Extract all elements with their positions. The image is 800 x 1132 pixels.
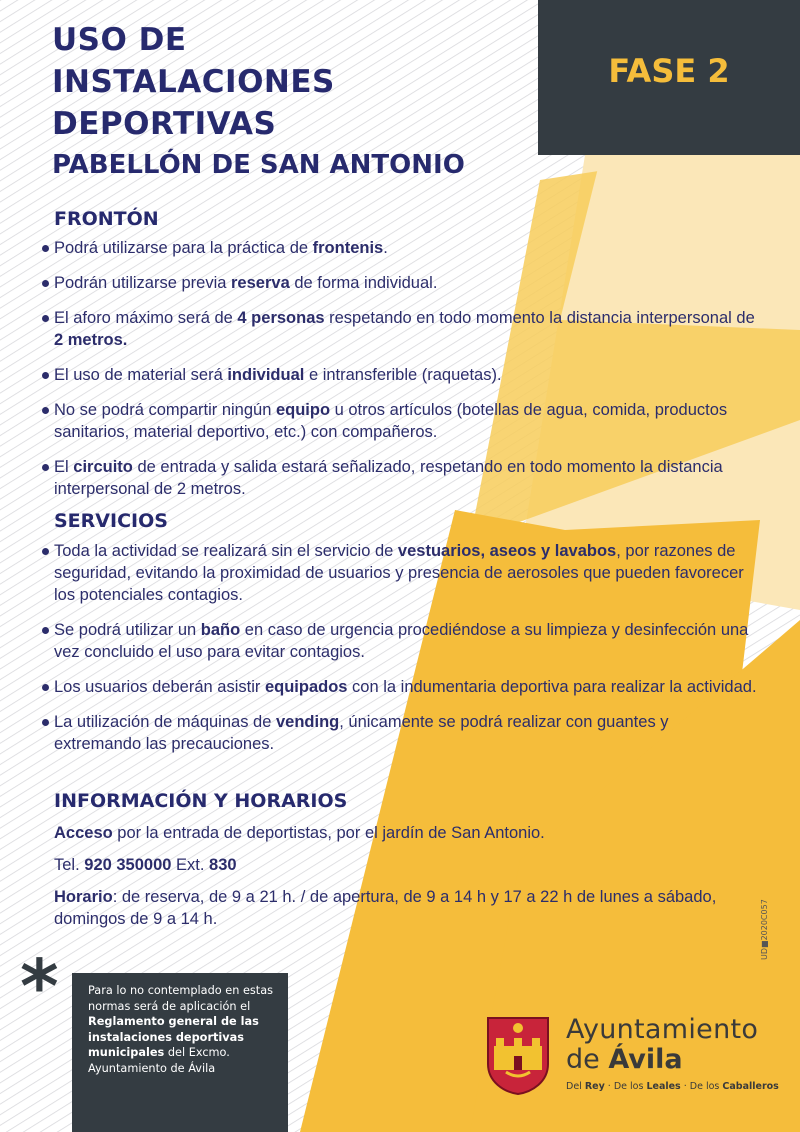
list-item: Podrá utilizarse para la práctica de frontenis. bbox=[40, 237, 760, 259]
section-heading-fronton: FRONTÓN bbox=[54, 208, 159, 230]
bullet-icon bbox=[42, 245, 49, 252]
bullet-icon bbox=[42, 719, 49, 726]
list-item: Podrán utilizarse previa reserva de forma individual. bbox=[40, 272, 760, 294]
list-item: Se podrá utilizar un baño en caso de urgencia procediéndose a su limpieza y desinfección una vez concluido el uso para evitar contagios. bbox=[40, 619, 760, 663]
list-item: El uso de material será individual e intransferible (raquetas). bbox=[40, 364, 760, 386]
bullet-icon bbox=[42, 627, 49, 634]
info-phone: Tel. 920 350000 Ext. 830 bbox=[54, 856, 237, 874]
logo-name-line1: Ayuntamiento bbox=[566, 1014, 759, 1045]
fronton-list bbox=[40, 237, 760, 513]
avila-coat-of-arms-icon bbox=[486, 1016, 550, 1096]
note-box bbox=[72, 973, 288, 1132]
bullet-icon bbox=[42, 407, 49, 414]
subtitle: PABELLÓN DE SAN ANTONIO bbox=[52, 150, 465, 180]
logo-motto: Del Rey · De los Leales · De los Caballeros bbox=[566, 1081, 779, 1092]
bullet-icon bbox=[42, 372, 49, 379]
list-item: Toda la actividad se realizará sin el servicio de vestuarios, aseos y lavabos, por razones de seguridad, evitando la proximidad de usuarios y presencia de aerosoles que pueden favorecer los potenciales contagios. bbox=[40, 540, 760, 606]
logo-name-line2: de Ávila bbox=[566, 1044, 683, 1075]
bullet-icon bbox=[42, 280, 49, 287]
section-heading-servicios: SERVICIOS bbox=[54, 510, 168, 532]
bullet-icon bbox=[42, 464, 49, 471]
servicios-list bbox=[40, 540, 760, 768]
phase-label: FASE 2 bbox=[608, 52, 730, 90]
bullet-icon bbox=[42, 684, 49, 691]
phase-box bbox=[538, 0, 800, 155]
info-hours: Horario: de reserva, de 9 a 21 h. / de apertura, de 9 a 14 h y 17 a 22 h de lunes a sábado, domingos de 9 a 14 h. bbox=[54, 888, 717, 928]
list-item: El aforo máximo será de 4 personas respetando en todo momento la distancia interpersonal de 2 metros. bbox=[40, 307, 760, 351]
asterisk-icon: * bbox=[20, 944, 59, 1030]
title-line-1: USO DE bbox=[52, 22, 187, 58]
bullet-icon bbox=[42, 315, 49, 322]
section-heading-info: INFORMACIÓN Y HORARIOS bbox=[54, 790, 348, 812]
list-item: Los usuarios deberán asistir equipados con la indumentaria deportiva para realizar la actividad. bbox=[40, 676, 760, 698]
info-access: Acceso por la entrada de deportistas, por el jardín de San Antonio. bbox=[54, 824, 545, 842]
document-code: UD■2020C057 bbox=[760, 899, 769, 960]
note-text: Para lo no contemplado en estas normas será de aplicación el Reglamento general de las instalaciones deportivas municipales del Excmo. Ayuntamiento de Ávila bbox=[88, 984, 274, 1075]
list-item: El circuito de entrada y salida estará señalizado, respetando en todo momento la distancia interpersonal de 2 metros. bbox=[40, 456, 760, 500]
title-line-2: INSTALACIONES bbox=[52, 64, 335, 100]
list-item: La utilización de máquinas de vending, únicamente se podrá realizar con guantes y extremando las precauciones. bbox=[40, 711, 760, 755]
title-line-3: DEPORTIVAS bbox=[52, 106, 277, 142]
bullet-icon bbox=[42, 548, 49, 555]
list-item: No se podrá compartir ningún equipo u otros artículos (botellas de agua, comida, productos sanitarios, material deportivo, etc.) con compañeros. bbox=[40, 399, 760, 443]
